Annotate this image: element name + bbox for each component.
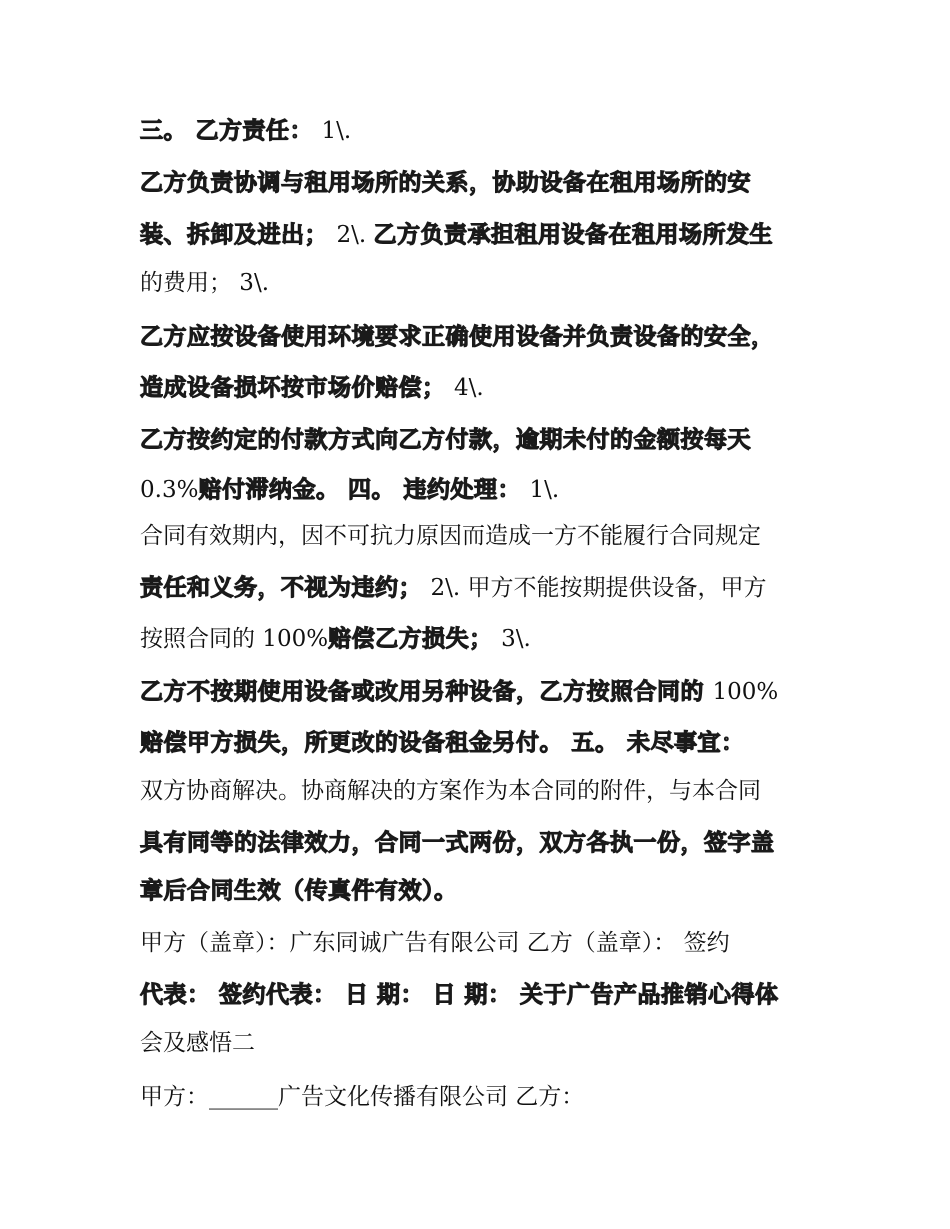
text-line [140,373,820,403]
text-segment: 赔偿甲方损失，所更改的设备租金另付。 五。 未尽事宜： [140,730,745,756]
text-line [140,1082,820,1112]
text-segment: 乙方不按期使用设备或改用另种设备，乙方按照合同的 [140,679,713,705]
text-segment: 章后合同生效（传真件有效）。 [140,878,458,904]
text-segment: 3\. [501,626,531,652]
text-segment: 的费用； 3\. [140,270,270,296]
text-segment: 乙方按约定的付款方式向乙方付款，逾期未付的金额按每天 [140,427,751,453]
text-segment: 1\. [321,118,352,144]
text-line [140,220,820,250]
text-line [140,828,820,858]
text-line [140,425,820,455]
text-segment: 甲方（盖章）：广东同诚广告有限公司 乙方（盖章）： 签约 [140,930,730,956]
text-segment: 1\. [529,477,560,503]
text-segment: 双方协商解决。协商解决的方案作为本合同的附件，与本合同 [140,778,761,804]
text-line [140,728,820,758]
text-segment: 赔偿乙方损失； [328,626,502,652]
text-segment: 乙方负责承担租用设备在租用场所发生 [373,222,774,248]
text-line [140,980,820,1010]
text-line [140,521,820,551]
text-line [140,928,820,958]
text-segment: 乙方负责协调与租用场所的关系，协助设备在租用场所的安 [140,170,751,196]
text-line [140,116,820,146]
text-line [140,322,820,352]
text-segment: 2\. 甲方不能按期提供设备，甲方 [430,575,767,601]
text-segment: 赔付滞纳金。 四。 违约处理： [198,477,530,503]
text-segment: 按照合同的 100% [140,626,329,652]
text-segment: 装、拆卸及进出； [140,222,337,248]
text-line [140,573,820,603]
text-line [140,168,820,198]
text-line [140,776,820,806]
text-line [140,475,820,505]
text-segment: 2\. [336,222,374,248]
text-segment: 乙方应按设备使用环境要求正确使用设备并负责设备的安全， [140,324,775,350]
text-line [140,624,820,654]
text-segment: 会及感悟二 [140,1030,255,1056]
text-line [140,1028,820,1058]
text-segment: 造成设备损坏按市场价赔偿； [140,375,455,401]
text-segment: 合同有效期内，因不可抗力原因而造成一方不能履行合同规定 [140,523,761,549]
text-segment: 4\. [454,375,484,401]
text-segment: 代表： 签约代表： 日 期： 日 期： 关于广告产品推销心得体 [140,982,779,1008]
text-segment: 甲方：______广告文化传播有限公司 乙方： [140,1084,585,1110]
text-line [140,677,820,707]
text-segment: 三。 乙方责任： [140,118,322,144]
text-line [140,876,820,906]
text-line [140,268,820,298]
text-segment: 具有同等的法律效力，合同一式两份，双方各执一份，签字盖 [140,830,775,856]
text-segment: 0.3% [140,477,199,503]
text-segment: 责任和义务，不视为违约； [140,575,431,601]
text-segment: 100% [712,679,779,705]
